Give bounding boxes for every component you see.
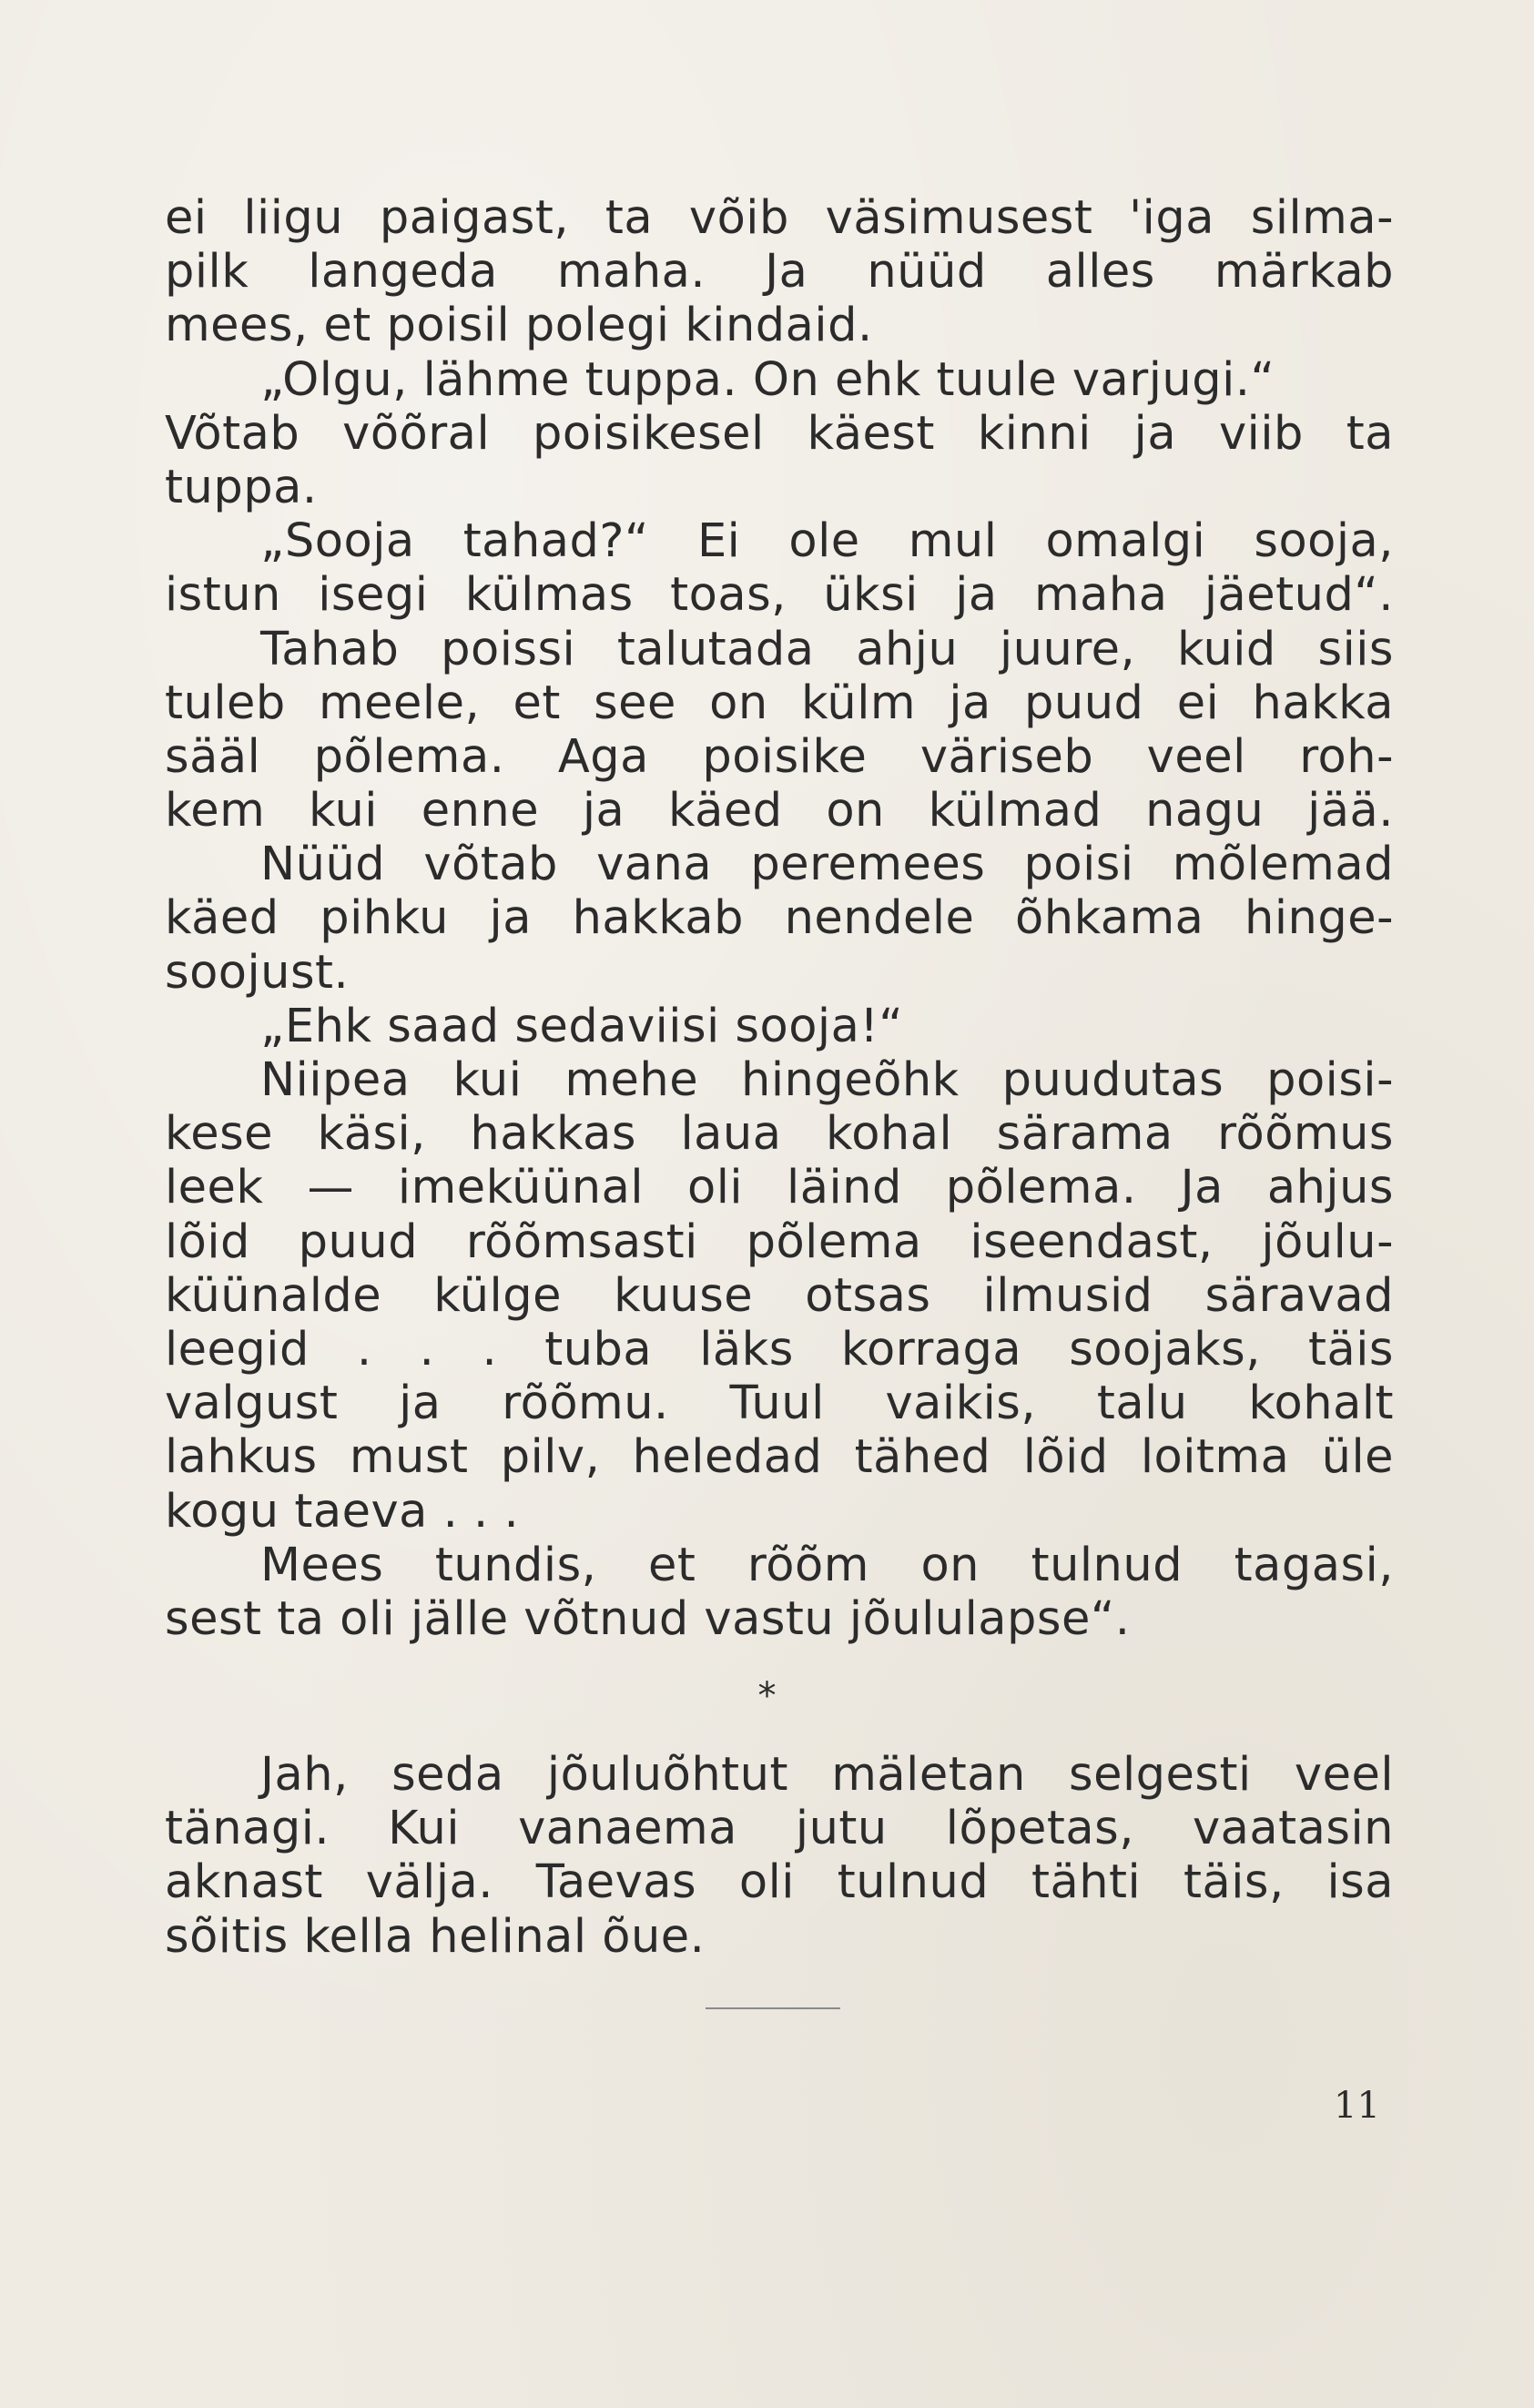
text-line: soojust.	[165, 945, 350, 1000]
text-line: ei liigu paigast, ta võib väsimusest 'iga silma-	[165, 191, 1394, 245]
text-line: Mees tundis, et rõõm on tulnud tagasi,	[260, 1538, 1394, 1592]
text-line: küünalde külge kuuse otsas ilmusid säravad	[165, 1268, 1394, 1323]
text-line: Jah, seda jõuluõhtut mäletan selgesti veel	[260, 1748, 1394, 1802]
text-line: sääl põlema. Aga poisike väriseb veel roh-	[165, 729, 1394, 784]
text-line: „Ehk saad sedaviisi sooja!“	[260, 999, 904, 1053]
text-line: tuppa.	[165, 460, 318, 514]
text-line: istun isegi külmas toas, üksi ja maha jäetud“.	[165, 568, 1394, 623]
text-line: lahkus must pilv, heledad tähed lõid loitma üle	[165, 1430, 1394, 1485]
text-line: aknast välja. Taevas oli tulnud tähti täis, isa	[165, 1855, 1394, 1910]
text-line: sõitis kella helinal õue.	[165, 1909, 706, 1964]
text-line: Võtab võõral poisikesel käest kinni ja viib ta	[165, 406, 1394, 461]
text-line: käed pihku ja hakkab nendele õhkama hinge-	[165, 891, 1394, 946]
text-line: kese käsi, hakkas laua kohal särama rõõmus	[165, 1107, 1394, 1162]
text-line: sest ta oli jälle võtnud vastu jõululapse“.	[165, 1591, 1131, 1646]
closing-text	[165, 1748, 1394, 1964]
story-text	[165, 191, 1394, 1646]
text-line: tänagi. Kui vanaema jutu lõpetas, vaatasin	[165, 1802, 1394, 1856]
text-line: valgust ja rõõmu. Tuul vaikis, talu kohalt	[165, 1377, 1394, 1431]
text-line: Niipea kui mehe hingeõhk puudutas poisi-	[260, 1053, 1394, 1107]
text-line: leegid . . . tuba läks korraga soojaks, täis	[165, 1322, 1394, 1377]
text-line: „Sooja tahad?“ Ei ole mul omalgi sooja,	[260, 514, 1394, 569]
text-line: Tahab poissi talutada ahju juure, kuid siis	[260, 622, 1394, 676]
text-line: tuleb meele, et see on külm ja puud ei hakka	[165, 676, 1394, 730]
text-line: kem kui enne ja käed on külmad nagu jää.	[165, 784, 1394, 838]
page-number: 11	[1334, 2085, 1380, 2127]
text-line: lõid puud rõõmsasti põlema iseendast, jõulu-	[165, 1214, 1394, 1269]
text-line: leek — imeküünal oli läind põlema. Ja ahjus	[165, 1161, 1394, 1215]
end-rule	[706, 2007, 840, 2009]
text-line: mees, et poisil polegi kindaid.	[165, 299, 873, 353]
text-line: „Olgu, lähme tuppa. On ehk tuule varjugi.“	[260, 352, 1275, 407]
text-line: kogu taeva . . .	[165, 1484, 520, 1539]
text-line: Nüüd võtab vana peremees poisi mõlemad	[260, 838, 1394, 892]
section-separator: *	[757, 1675, 777, 1717]
text-line: pilk langeda maha. Ja nüüd alles märkab	[165, 245, 1394, 300]
